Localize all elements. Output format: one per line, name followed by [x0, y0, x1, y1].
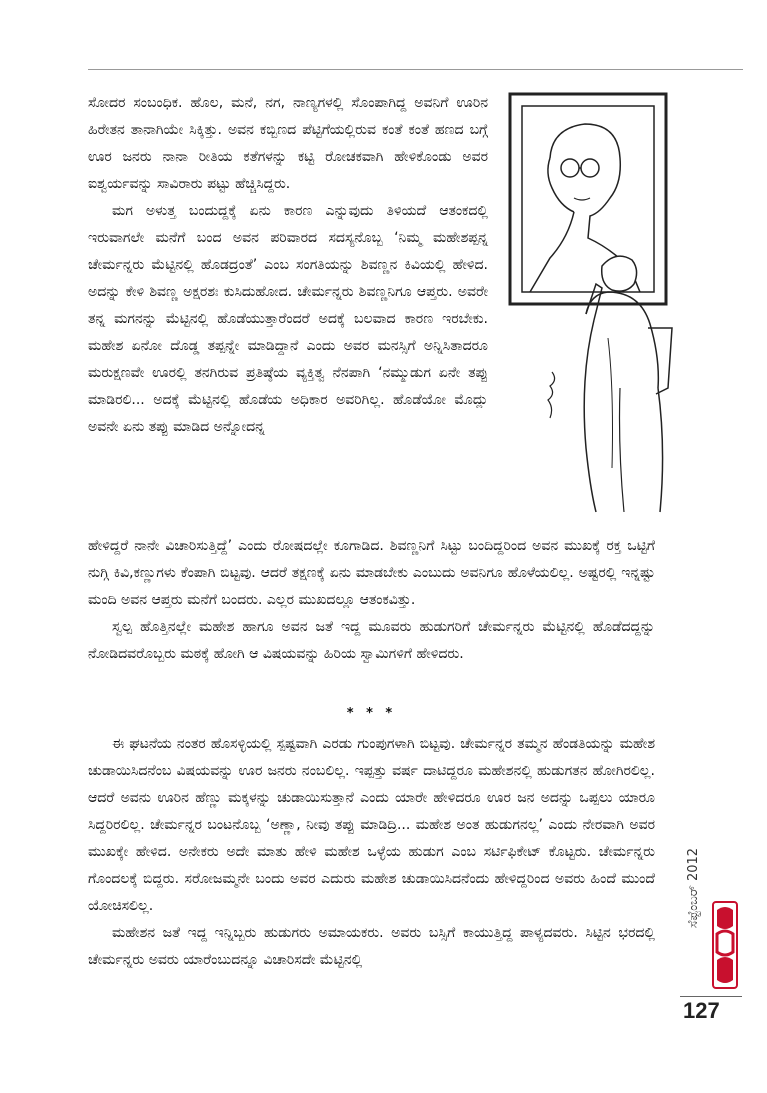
column-text: [88, 90, 488, 441]
paragraph: ಹೇಳಿದ್ದರೆ ನಾನೇ ವಿಚಾರಿಸುತ್ತಿದ್ದೆ’ ಎಂದು ರೋಷದಲ್ಲೇ ಕೂಗಾಡಿದ. ಶಿವಣ್ಣನಿಗೆ ಸಿಟ್ಟು ಬಂದಿದ್ದರಿಂದ ಅವನ ಮುಖಕ್ಕೆ ರಕ್ತ ಒಟ್ಟಿಗೆ ನುಗ್ಗಿ ಕಿವಿ,ಕಣ್ಣುಗಳು ಕೆಂಪಾಗಿ ಬಿಟ್ಟವು. ಆದರೆ ತಕ್ಷಣಕ್ಕೆ ಏನು ಮಾಡಬೇಕು ಎಂಬುದು ಅವನಿಗೂ ಹೊಳೆಯಲಿಲ್ಲ. ಅಷ್ಟರಲ್ಲಿ ಇನ್ನಷ್ಟು ಮಂದಿ ಅವನ ಆಪ್ತರು ಮನೆಗೆ ಬಂದರು. ಎಲ್ಲರ ಮುಖದಲ್ಲೂ ಆತಂಕವಿತ್ತು.: [88, 538, 655, 608]
magazine-logo: [712, 900, 738, 990]
body-text-continued: [88, 533, 655, 668]
paragraph: ಮಹೇಶನ ಜತೆ ಇದ್ದ ಇನ್ನಿಬ್ಬರು ಹುಡುಗರು ಅಮಾಯಕರು. ಅವರು ಬಸ್ಸಿಗೆ ಕಾಯುತ್ತಿದ್ದ ಪಾಳ್ಯದವರು. ಸಿಟ್ಟಿನ ಭರದಲ್ಲಿ ಚೇರ್ಮನ್ನರು ಅವರು ಯಾರೆಂಬುದನ್ನೂ ವಿಚಾರಿಸದೇ ಮೆಟ್ಟಿನಲ್ಲಿ: [88, 925, 655, 968]
paragraph: ಸ್ವಲ್ಪ ಹೊತ್ತಿನಲ್ಲೇ ಮಹೇಶ ಹಾಗೂ ಅವನ ಜತೆ ಇದ್ದ ಮೂವರು ಹುಡುಗರಿಗೆ ಚೇರ್ಮನ್ನರು ಮೆಟ್ಟಿನಲ್ಲಿ ಹೊಡೆದದ್ದನ್ನು ನೋಡಿದವರೊಬ್ಬರು ಮಠಕ್ಕೆ ಹೋಗಿ ಆ ವಿಷಯವನ್ನು ಹಿರಿಯ ಸ್ವಾಮಿಗಳಿಗೆ ಹೇಳಿದರು.: [88, 619, 655, 662]
paragraph: ಮಗ ಅಳುತ್ತ ಬಂದುದ್ದಕ್ಕೆ ಏನು ಕಾರಣ ಎನ್ನುವುದು ತಿಳಿಯದೆ ಆತಂಕದಲ್ಲಿ ಇರುವಾಗಲೇ ಮನೆಗೆ ಬಂದ ಅವನ ಪರಿವಾರದ ಸದಸ್ಯನೊಬ್ಬ ‘ನಿಮ್ಮ ಮಹೇಶಪ್ಪನ್ನ ಚೇರ್ಮನ್ನರು ಮೆಟ್ಟಿನಲ್ಲಿ ಹೊಡದ್ರಂತೆ’ ಎಂಬ ಸಂಗತಿಯನ್ನು ಶಿವಣ್ಣನ ಕಿವಿಯಲ್ಲಿ ಹೇಳಿದ. ಅದನ್ನು ಕೇಳಿ ಶಿವಣ್ಣ ಅಕ್ಷರಶಃ ಕುಸಿದುಹೋದ. ಚೇರ್ಮನ್ನರು ಶಿವಣ್ಣನಿಗೂ ಆಪ್ತರು. ಅವರೇ ತನ್ನ ಮಗನನ್ನು ಮೆಟ್ಟಿನಲ್ಲಿ ಹೊಡೆಯುತ್ತಾರೆಂದರೆ ಅದಕ್ಕೆ ಬಲವಾದ ಕಾರಣ ಇರಬೇಕು. ಮಹೇಶ ಏನೋ ದೊಡ್ಡ ತಪ್ಪನ್ನೇ ಮಾಡಿದ್ದಾನೆ ಎಂದು ಅವರ ಮನಸ್ಸಿಗೆ ಅನ್ನಿಸಿತಾದರೂ ಮರುಕ್ಷಣವೇ ಊರಲ್ಲಿ ತನಗಿರುವ ಪ್ರತಿಷ್ಠೆಯ ವ್ಯಕ್ತಿತ್ವ ನೆನಪಾಗಿ ‘ನಮ್ಮುಡುಗ ಏನೇ ತಪ್ಪು ಮಾಡಿರಲಿ... ಅದಕ್ಕೆ ಮೆಟ್ಟಿನಲ್ಲಿ ಹೊಡೆಯ ಅಧಿಕಾರ ಅವರಿಗಿಲ್ಲ. ಹೊಡೆಯೋ ಮೊದ್ಲು ಅವನೇ ಏನು ತಪ್ಪು ಮಾಡಿದ ಅನ್ನೋದನ್ನ: [88, 203, 488, 435]
paragraph: ಸೋದರ ಸಂಬಂಧಿಕ. ಹೊಲ, ಮನೆ, ನಗ, ನಾಣ್ಯಗಳಲ್ಲಿ ಸೊಂಪಾಗಿದ್ದ ಅವನಿಗೆ ಊರಿನ ಹಿರೇತನ ತಾನಾಗಿಯೇ ಸಿಕ್ಕಿತ್ತು. ಅವನ ಕಬ್ಬಿಣದ ಪೆಟ್ಟಿಗೆಯಲ್ಲಿರುವ ಕಂತೆ ಕಂತೆ ಹಣದ ಬಗ್ಗೆ ಊರ ಜನರು ನಾನಾ ರೀತಿಯ ಕತೆಗಳನ್ನು ಕಟ್ಟಿ ರೋಚಕವಾಗಿ ಹೇಳಿಕೊಂಡು ಅವರ ಐಶ್ವರ್ಯವನ್ನು ಸಾವಿರಾರು ಪಟ್ಟು ಹೆಚ್ಚಿಸಿದ್ದರು.: [88, 95, 488, 192]
footer-rule: [680, 996, 742, 997]
header-rule: [88, 69, 743, 70]
body-text-section-two: [88, 731, 655, 974]
portrait-illustration: [490, 88, 680, 518]
paragraph: ಈ ಘಟನೆಯ ನಂತರ ಹೊಸಳ್ಳಿಯಲ್ಲಿ ಸ್ಪಷ್ಟವಾಗಿ ಎರಡು ಗುಂಪುಗಳಾಗಿ ಬಿಟ್ಟವು. ಚೇರ್ಮನ್ನರ ತಮ್ಮನ ಹೆಂಡತಿಯನ್ನು ಮಹೇಶ ಚುಡಾಯಿಸಿದನೆಂಬ ವಿಷಯವನ್ನು ಊರ ಜನರು ನಂಬಲಿಲ್ಲ. ಇಪ್ಪತ್ತು ವರ್ಷ ದಾಟಿದ್ದರೂ ಮಹೇಶನಲ್ಲಿ ಹುಡುಗತನ ಹೋಗಿರಲಿಲ್ಲ. ಆದರೆ ಅವನು ಊರಿನ ಹೆಣ್ಣು ಮಕ್ಕಳನ್ನು ಚುಡಾಯಿಸುತ್ತಾನೆ ಎಂದು ಯಾರೇ ಹೇಳಿದರೂ ಊರ ಜನ ಅದನ್ನು ಒಪ್ಪಲು ಯಾರೂ ಸಿದ್ದರಿರಲಿಲ್ಲ. ಚೇರ್ಮನ್ನರ ಬಂಟನೊಬ್ಬ ‘ಅಣ್ಣಾ, ನೀವು ತಪ್ಪು ಮಾಡಿದ್ರಿ... ಮಹೇಶ ಅಂತ ಹುಡುಗನಲ್ಲ’ ಎಂದು ನೇರವಾಗಿ ಅವರ ಮುಖಕ್ಕೇ ಹೇಳಿದ. ಅನೇಕರು ಅದೇ ಮಾತು ಹೇಳಿ ಮಹೇಶ ಒಳ್ಳೆಯ ಹುಡುಗ ಎಂಬ ಸರ್ಟಿಫಿಕೇಟ್ ಕೊಟ್ಟರು. ಚೇರ್ಮನ್ನರು ಗೊಂದಲಕ್ಕೆ ಬಿದ್ದರು. ಸರೋಜಮ್ಮನೇ ಬಂದು ಅವರ ಎದುರು ಮಹೇಶ ಚುಡಾಯಿಸಿದನೆಂದು ಹೇಳಿದ್ದರಿಂದ ಅವರು ಹಿಂದೆ ಮುಂದೆ ಯೋಚಿಸಲಿಲ್ಲ.: [88, 736, 655, 914]
page-number: 127: [683, 998, 720, 1023]
issue-date: ಸೆಪ್ಟೆಂಬರ್ 2012: [686, 847, 701, 929]
section-separator: * * *: [346, 706, 397, 721]
